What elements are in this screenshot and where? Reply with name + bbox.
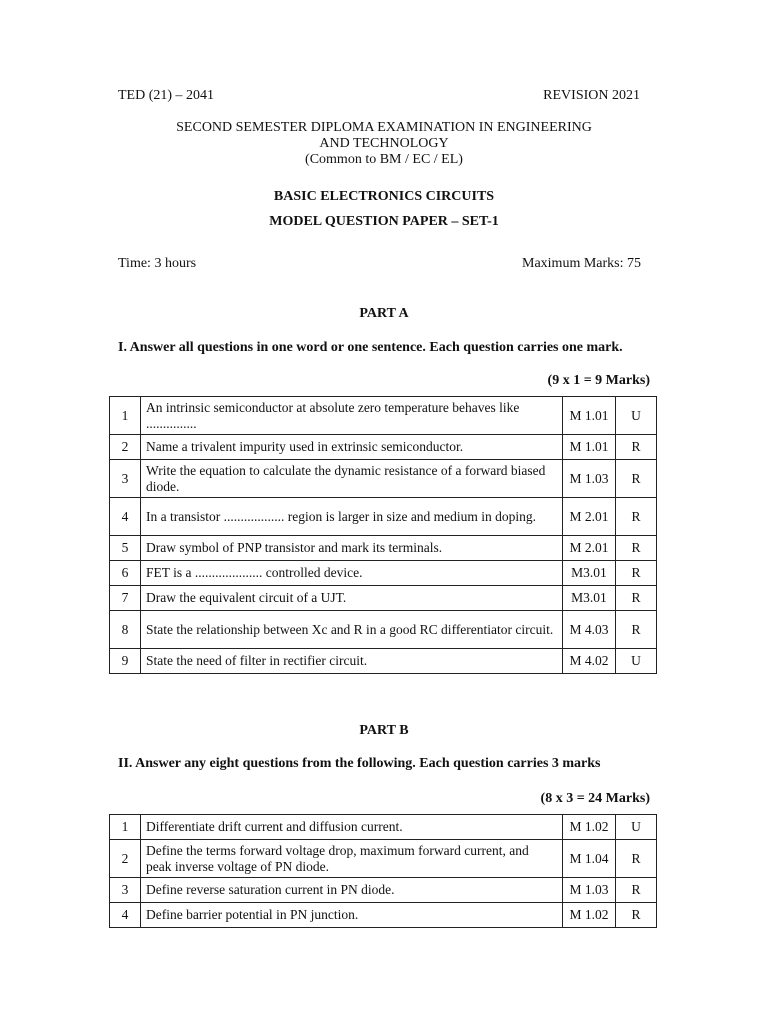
paper-set-title: MODEL QUESTION PAPER – SET-1 — [269, 214, 499, 229]
table-row — [110, 460, 657, 498]
cognitive-level: R — [616, 586, 657, 611]
module-code: M 1.04 — [563, 840, 616, 878]
question-text: Name a trivalent impurity used in extrinsic semiconductor. — [141, 435, 563, 460]
module-code: M 2.01 — [563, 536, 616, 561]
cognitive-level: R — [616, 498, 657, 536]
question-text: Differentiate drift current and diffusion current. — [141, 815, 563, 840]
question-text: State the relationship between Xc and R in a good RC differentiator circuit. — [141, 611, 563, 649]
table-row — [110, 561, 657, 586]
module-code: M 1.01 — [563, 397, 616, 435]
module-code: M 1.02 — [563, 815, 616, 840]
exam-time: Time: 3 hours — [118, 256, 197, 271]
cognitive-level: U — [616, 649, 657, 674]
cognitive-level: U — [616, 815, 657, 840]
table-row — [110, 397, 657, 435]
part-a-question-table — [109, 396, 657, 674]
question-number: 1 — [110, 815, 141, 840]
table-row — [110, 536, 657, 561]
module-code: M 1.03 — [563, 878, 616, 903]
cognitive-level: R — [616, 903, 657, 928]
exam-title-line-3: (Common to BM / EC / EL) — [305, 152, 463, 167]
module-code: M3.01 — [563, 586, 616, 611]
cognitive-level: R — [616, 561, 657, 586]
part-a-marks: (9 x 1 = 9 Marks) — [547, 373, 650, 388]
table-row — [110, 878, 657, 903]
question-text: Define barrier potential in PN junction. — [141, 903, 563, 928]
question-number: 5 — [110, 536, 141, 561]
subject-title: BASIC ELECTRONICS CIRCUITS — [273, 189, 495, 204]
table-row — [110, 435, 657, 460]
question-number: 8 — [110, 611, 141, 649]
table-row — [110, 649, 657, 674]
part-b-marks: (8 x 3 = 24 Marks) — [540, 791, 650, 806]
question-number: 3 — [110, 460, 141, 498]
question-number: 4 — [110, 498, 141, 536]
question-number: 1 — [110, 397, 141, 435]
part-b-heading: PART B — [359, 723, 409, 738]
part-b-question-table — [109, 814, 657, 928]
question-number: 2 — [110, 840, 141, 878]
question-number: 6 — [110, 561, 141, 586]
table-row — [110, 498, 657, 536]
question-number: 7 — [110, 586, 141, 611]
cognitive-level: R — [616, 840, 657, 878]
cognitive-level: R — [616, 878, 657, 903]
part-a-heading: PART A — [359, 306, 409, 321]
question-text: Draw the equivalent circuit of a UJT. — [141, 586, 563, 611]
module-code: M 4.02 — [563, 649, 616, 674]
question-text: Draw symbol of PNP transistor and mark its terminals. — [141, 536, 563, 561]
exam-title-line-2: AND TECHNOLOGY — [319, 136, 449, 151]
table-row — [110, 586, 657, 611]
part-a-instruction: I. Answer all questions in one word or one sentence. Each question carries one mark. — [118, 340, 623, 355]
question-number: 3 — [110, 878, 141, 903]
module-code: M 1.01 — [563, 435, 616, 460]
question-text: FET is a .................... controlled device. — [141, 561, 563, 586]
cognitive-level: R — [616, 611, 657, 649]
table-row — [110, 840, 657, 878]
exam-title — [0, 120, 768, 168]
module-code: M 2.01 — [563, 498, 616, 536]
module-code: M3.01 — [563, 561, 616, 586]
question-text: Define reverse saturation current in PN diode. — [141, 878, 563, 903]
revision-label: REVISION 2021 — [543, 88, 640, 103]
question-text: In a transistor .................. region is larger in size and medium in doping. — [141, 498, 563, 536]
exam-title-line-1: SECOND SEMESTER DIPLOMA EXAMINATION IN ENGINEERING — [176, 120, 592, 135]
part-b-instruction: II. Answer any eight questions from the following. Each question carries 3 marks — [118, 756, 601, 771]
question-number: 4 — [110, 903, 141, 928]
paper-code: TED (21) – 2041 — [118, 88, 215, 103]
cognitive-level: R — [616, 460, 657, 498]
question-number: 2 — [110, 435, 141, 460]
module-code: M 1.02 — [563, 903, 616, 928]
question-text: State the need of filter in rectifier circuit. — [141, 649, 563, 674]
max-marks: Maximum Marks: 75 — [522, 256, 641, 271]
question-text: Write the equation to calculate the dynamic resistance of a forward biased diode. — [141, 460, 563, 498]
table-row — [110, 611, 657, 649]
table-row — [110, 815, 657, 840]
cognitive-level: R — [616, 435, 657, 460]
question-number: 9 — [110, 649, 141, 674]
cognitive-level: U — [616, 397, 657, 435]
question-text: An intrinsic semiconductor at absolute zero temperature behaves like ............... — [141, 397, 563, 435]
question-text: Define the terms forward voltage drop, maximum forward current, and peak inverse voltage of PN diode. — [141, 840, 563, 878]
module-code: M 1.03 — [563, 460, 616, 498]
cognitive-level: R — [616, 536, 657, 561]
module-code: M 4.03 — [563, 611, 616, 649]
table-row — [110, 903, 657, 928]
